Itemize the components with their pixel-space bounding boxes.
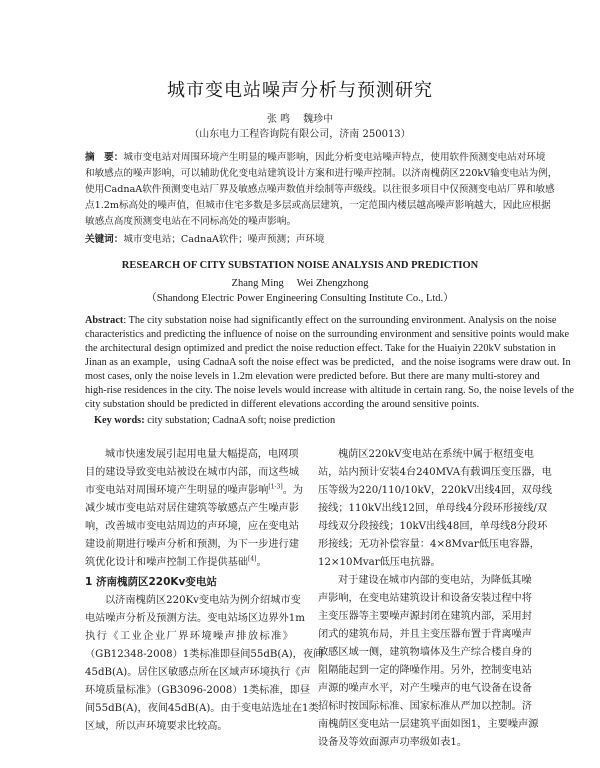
left-column <box>85 446 324 736</box>
paper-title: 城市变电站噪声分析与预测研究 <box>167 80 433 101</box>
text-line <box>318 482 552 500</box>
affiliation: （山东电力工程咨询院有限公司，济南 250013） <box>189 129 411 140</box>
line-text: 声影响，在变电站建筑设计和设备安装过程中将 <box>318 593 532 604</box>
line-text: 槐荫区220kV变电站在系统中属于枢纽变电 <box>338 449 534 460</box>
text-line <box>85 446 299 464</box>
text-line <box>85 328 570 342</box>
line-text: 和敏感点的噪声影响，可以辅助优化变电站建筑设计方案和进行噪声控制。以济南槐荫区220kV输变电站为例， <box>85 168 558 179</box>
line-text: 城市变电站对周围环境产生明显的噪声影响，因此分析变电站噪声特点，使用软件预测变电站对环境 <box>123 152 546 163</box>
english-authors: Zhang Ming Wei Zhengzhong <box>231 278 369 289</box>
line-text: 电站噪声分析及预测方法。变电站场区边界外1m <box>85 613 305 624</box>
line-text: 母线双分段接线；10kV出线48回，单母线8分段环 <box>318 521 548 532</box>
text-line <box>85 198 551 214</box>
line-text: 市变电站对周围环境产生明显的噪声影响 <box>85 485 269 496</box>
english-keywords <box>94 414 335 428</box>
line-text: 响，改善城市变电站周边的声环境，应在变电站 <box>85 521 299 532</box>
text-line <box>85 482 304 500</box>
abstract-label: 摘 要： <box>85 152 124 163</box>
line-text: 阻隔能起到一定的降噪作用。另外，控制变电站 <box>318 665 532 676</box>
english-abstract <box>85 314 574 412</box>
text-line <box>85 342 556 356</box>
substation-paragraph <box>318 446 552 572</box>
text-line <box>318 716 539 734</box>
text-line <box>318 500 548 518</box>
line-text: 声源的噪声水平，对产生噪声的电气设备在设备 <box>318 683 532 694</box>
line-text: 设备及等效面源声功率级如表1。 <box>318 737 468 748</box>
line-text: 站，站内预计安装4台240MVA有载调压变压器，电 <box>318 467 552 478</box>
text-line <box>318 734 526 752</box>
text-line <box>85 664 311 682</box>
line-text: 点1.2m标高处的噪声值，但城市住宅多数是多层或高层建筑，一定范围内楼层越高噪声影响越大，因此应根据 <box>85 200 551 211</box>
text-line <box>85 384 574 398</box>
line-text: 目的建设导致变电站被设在城市内部，而这些城 <box>85 467 299 478</box>
text-line <box>318 464 552 482</box>
text-line <box>318 518 548 536</box>
text-line <box>318 536 540 554</box>
text-line <box>85 464 299 482</box>
punctuation: 。为 <box>282 485 304 496</box>
line-text: Jinan as an example，using CadnaA soft the noise effect was be predicted，and the noise isograms were draw out. In <box>85 357 571 368</box>
text-line <box>318 554 526 572</box>
line-text: 12×10Mvar低压电抗器。 <box>318 557 441 568</box>
line-text: 形接线；无功补偿容量：4×8Mvar低压电容器， <box>318 539 540 550</box>
keywords-text: 城市变电站；CadnaA软件；噪声预测；声环境 <box>123 234 325 245</box>
chinese-keywords <box>85 232 325 248</box>
abstract-label: Abstract <box>85 315 124 326</box>
text-line <box>85 150 546 166</box>
text-line <box>85 554 293 572</box>
line-text: 建设前期进行噪声分析和预测，为下一步进行建 <box>85 539 299 550</box>
line-text: 主变压器等主要噪声源封闭在建筑内部，采用封 <box>318 611 532 622</box>
text-line <box>85 700 319 718</box>
line-text: most cases, only the noise levels in 1.2m elevation were predicted before. But there are many multi-storey and <box>85 371 540 382</box>
text-line <box>85 500 299 518</box>
citation: [1-3] <box>268 483 283 491</box>
text-line <box>318 698 532 716</box>
text-line <box>85 682 311 700</box>
line-text: 执行《工业企业厂界环境噪声排放标准》 <box>85 631 293 642</box>
text-line <box>85 356 571 370</box>
line-text: 以济南槐荫区220Kv变电站为例介绍城市变 <box>105 595 301 606</box>
key-words-label: Key words: <box>94 415 145 426</box>
line-text: 压等级为220/110/10kV，220kV出线4回，双母线 <box>318 485 552 496</box>
text-line <box>318 446 534 464</box>
line-text: : The city substation noise had significantly effect on the surrounding environment. Analysis on the noise <box>123 315 557 326</box>
section-heading: 1 济南槐荫区220Kv变电站 <box>85 576 217 588</box>
line-text: 环境质量标准》（GB3096-2008）1类标准，即昼 <box>85 685 311 696</box>
chinese-abstract <box>85 150 558 230</box>
line-text: 招标时按国际标准、国家标准从严加以控制。济 <box>318 701 532 712</box>
line-text: 闭式的建筑布局，并且主变压器布置于背离噪声 <box>318 629 532 640</box>
line-text: 筑优化设计和噪声控制工作提供基础 <box>85 557 248 568</box>
text-line <box>318 626 532 644</box>
english-affiliation: （Shandong Electric Power Engineering Consulting Institute Co., Ltd.） <box>146 293 454 304</box>
text-line <box>85 214 525 230</box>
authors: 张 鸣 魏珍中 <box>266 114 334 125</box>
text-line <box>85 592 301 610</box>
line-text: 使用CadnaA软件预测变电站厂界及敏感点噪声数值并绘制等声级线。以往很多项目中仅预测变电站厂界和敏感 <box>85 184 555 195</box>
keywords-label: 关键词： <box>85 234 124 245</box>
text-line <box>85 182 555 198</box>
key-words-text: city substation; CadnaA soft; noise prediction <box>144 415 336 426</box>
right-column <box>318 446 552 752</box>
line-text: 敏感点高度预测变电站在不同标高处的噪声影响。 <box>85 216 297 227</box>
text-line <box>85 628 293 646</box>
punctuation: 。 <box>256 557 267 568</box>
line-text: 城市快速发展引起用电量大幅提高，电网项 <box>105 449 299 460</box>
line-text: 南槐荫区变电站一层建筑平面如图1，主要噪声源 <box>318 719 539 730</box>
line-text: 45dB(A)。居住区敏感点所在区域声环境执行《声 <box>85 667 311 678</box>
line-text: high-rise residences in the city. The noise levels would increase with altitude in certain rang. So, the noise levels of the <box>85 385 574 396</box>
text-line <box>85 718 293 736</box>
line-text: the architectural design optimized and predict the noise reduction effect. Take for the Huaiyin 220kV substation in <box>85 343 556 354</box>
text-line <box>85 536 299 554</box>
citation: [4] <box>248 555 257 563</box>
intro-paragraph <box>85 446 304 572</box>
line-text: city substation should be predicted in different elevations according the around sensitive points. <box>85 399 480 410</box>
english-title: RESEARCH OF CITY SUBSTATION NOISE ANALYSIS AND PREDICTION <box>121 260 479 271</box>
line-text: 对于建设在城市内部的变电站，为降低其噪 <box>338 575 532 586</box>
text-line <box>85 646 324 664</box>
line-text: 区域，所以声环境要求比较高。 <box>85 721 228 732</box>
line-text: 接线；110kV出线12回，单母线4分段环形接线/双 <box>318 503 548 514</box>
text-line <box>85 518 299 536</box>
text-line <box>318 608 532 626</box>
noise-control-paragraph <box>318 572 539 752</box>
line-text: 敏感区域一侧，建筑物墙体及生产综合楼自身的 <box>318 647 532 658</box>
text-line <box>318 680 532 698</box>
text-line <box>318 590 532 608</box>
text-line <box>85 398 525 412</box>
section-paragraph <box>85 592 324 736</box>
text-line <box>85 370 540 384</box>
line-text: characteristics and predicting the influence of noise on the surrounding environment and sensitive points would make <box>85 329 570 340</box>
text-line <box>318 644 532 662</box>
line-text: 减少城市变电站对居住建筑等敏感点产生噪声影 <box>85 503 299 514</box>
text-line <box>85 314 557 328</box>
text-line <box>85 610 305 628</box>
text-line <box>85 166 558 182</box>
text-line <box>318 572 532 590</box>
text-line <box>318 662 532 680</box>
line-text: 间55dB(A)，夜间45dB(A)。由于变电站选址在1类 <box>85 703 319 714</box>
line-text: （GB12348-2008）1类标准即昼间55dB(A)，夜间 <box>85 649 324 660</box>
